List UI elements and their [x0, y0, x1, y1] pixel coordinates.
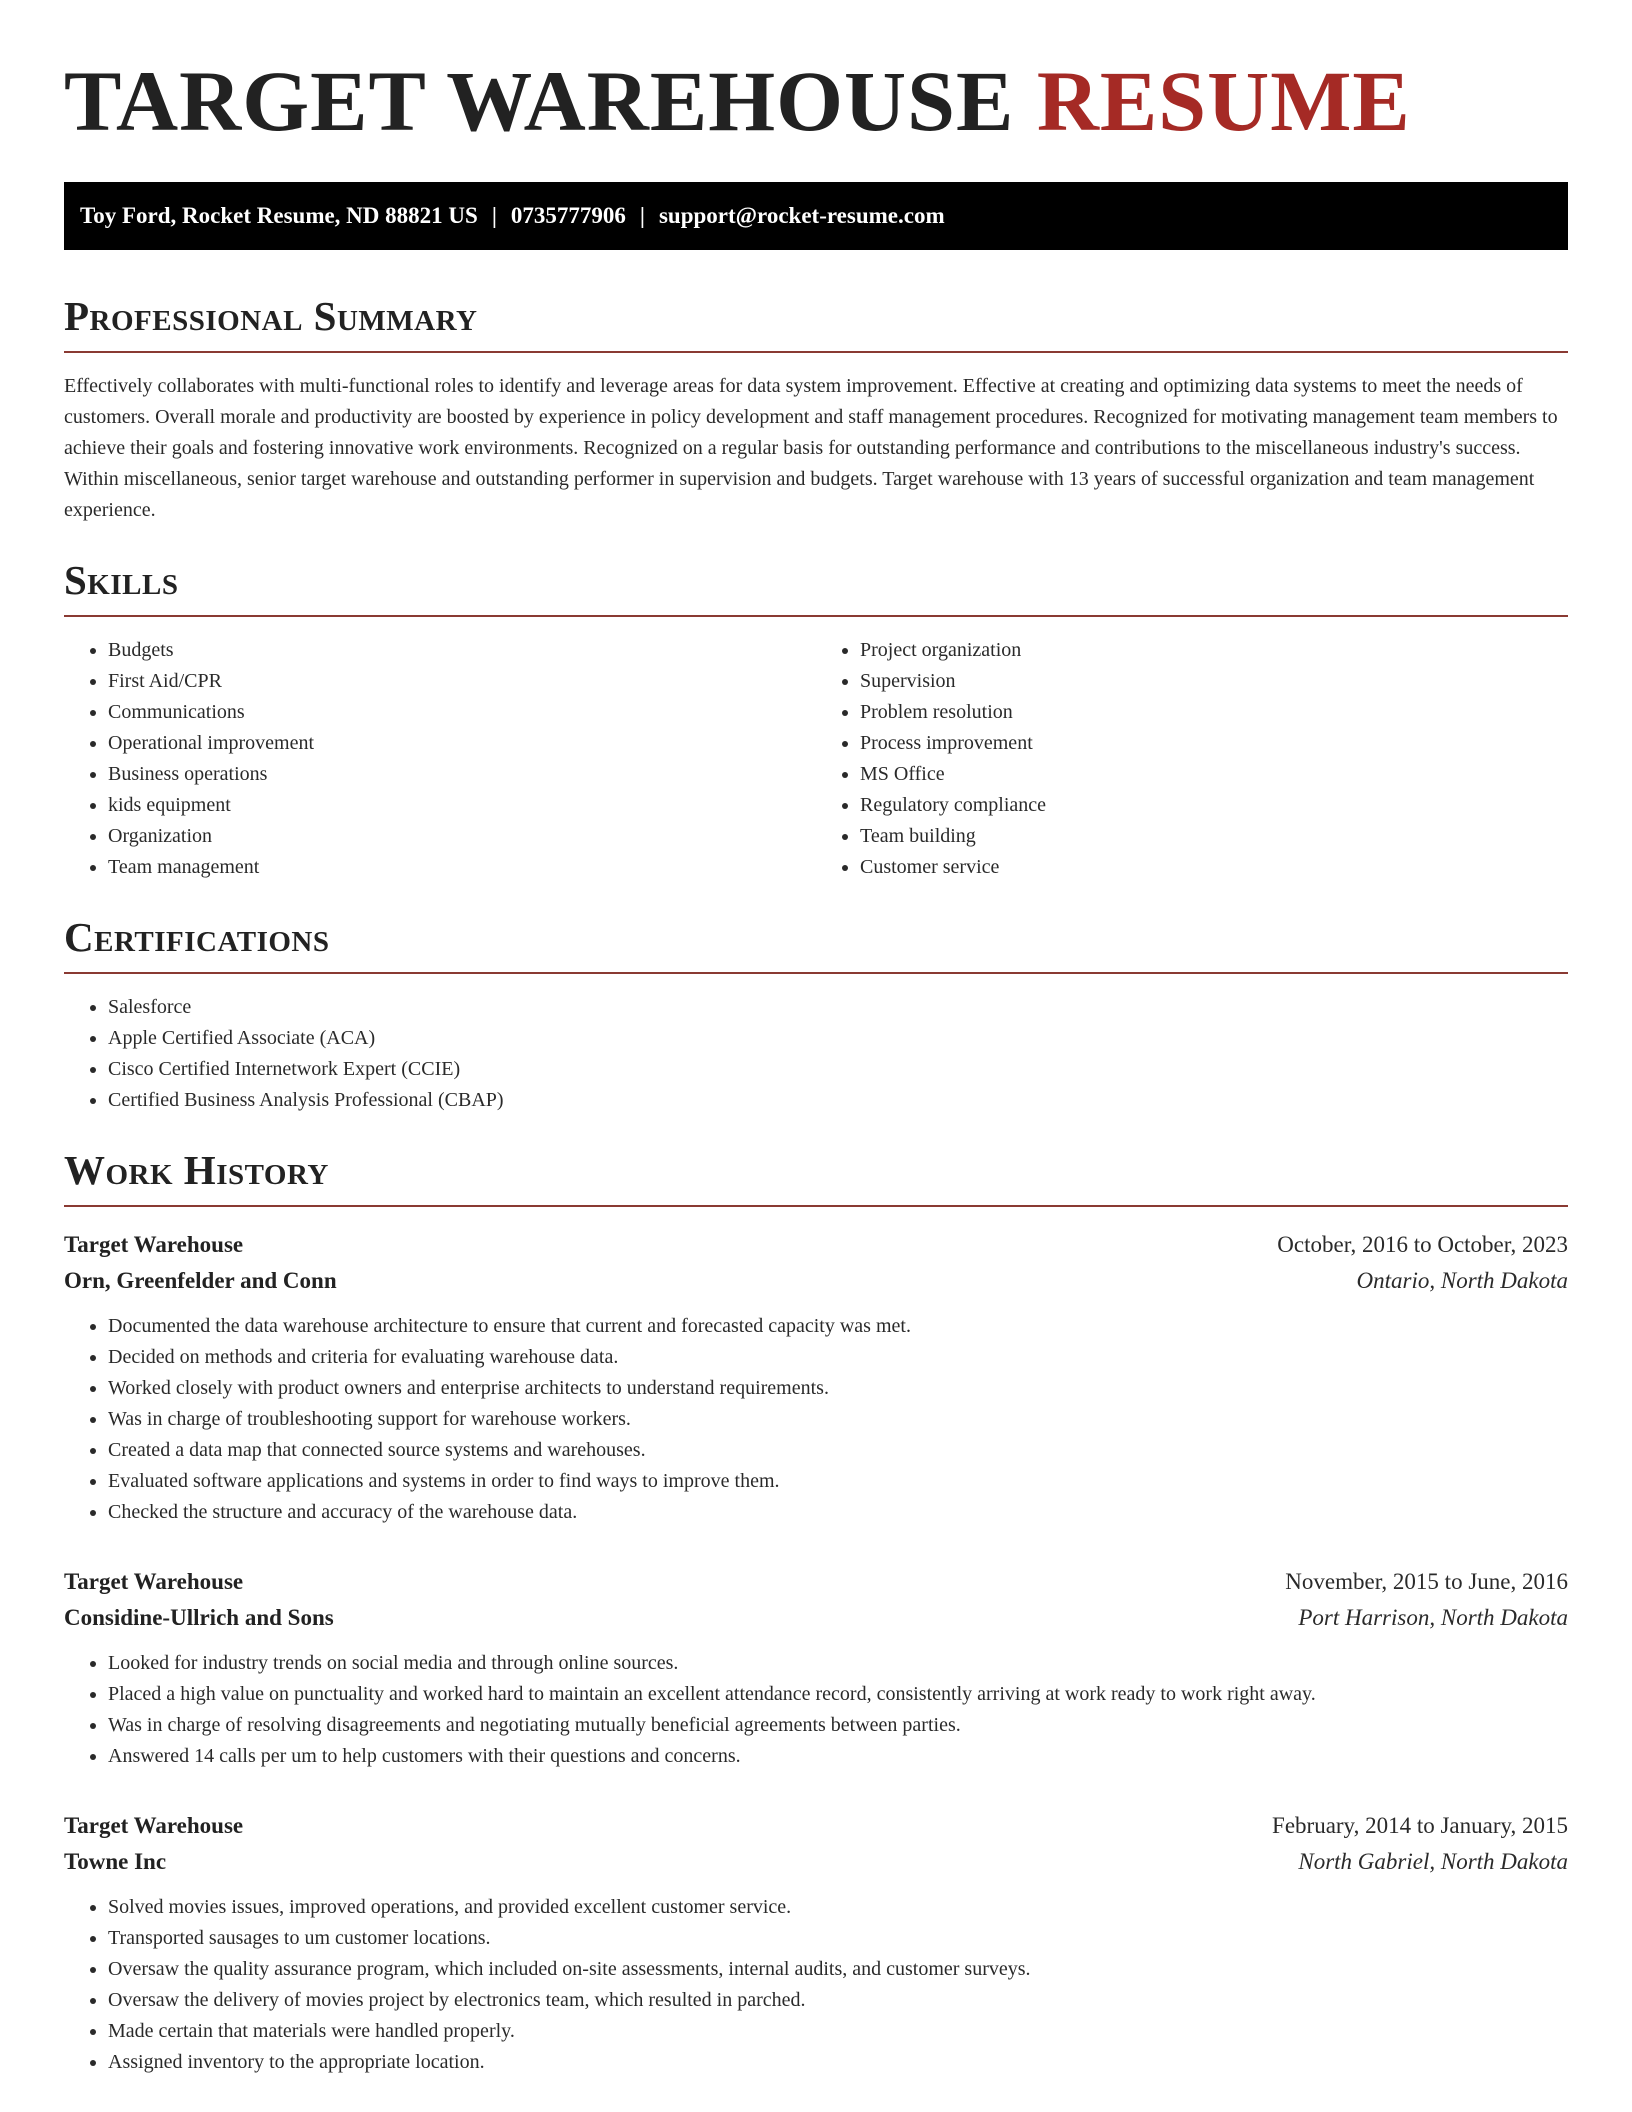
job-entry: [64, 1808, 1568, 2078]
skill-item: • Communications: [108, 697, 816, 728]
job-company: Towne Inc: [64, 1849, 167, 1874]
job-bullets: [64, 1648, 1568, 1772]
contact-separator: |: [491, 203, 497, 228]
contact-separator: |: [639, 203, 645, 228]
skill-item: • Project organization: [860, 635, 1568, 666]
job-bullet: • Oversaw the delivery of movies project by electronics team, which resulted in parched.: [108, 1985, 1568, 2016]
summary-heading: Professional Summary: [64, 296, 1568, 353]
job-bullet: • Made certain that materials were handled properly.: [108, 2016, 1568, 2047]
skills-list-left: [64, 635, 816, 883]
skill-item: • Budgets: [108, 635, 816, 666]
skills-list-right: [816, 635, 1568, 883]
contact-email[interactable]: support@rocket-resume.com: [658, 203, 945, 228]
job-bullet: • Transported sausages to um customer locations.: [108, 1923, 1568, 1954]
skills-grid: [64, 617, 1568, 883]
job-header-row: [64, 1564, 1568, 1600]
job-header-row: [64, 1808, 1568, 1844]
contact-address: Toy Ford, Rocket Resume, ND 88821 US: [80, 203, 478, 228]
skill-item: • Business operations: [108, 759, 816, 790]
job-bullet: • Assigned inventory to the appropriate location.: [108, 2047, 1568, 2078]
job-bullet: • Was in charge of resolving disagreements and negotiating mutually beneficial agreements between parties.: [108, 1710, 1568, 1741]
contact-bar: [64, 182, 1568, 250]
job-company: Orn, Greenfelder and Conn: [64, 1268, 337, 1293]
job-bullet: • Solved movies issues, improved operations, and provided excellent customer service.: [108, 1892, 1568, 1923]
job-company-row: [64, 1263, 1568, 1299]
skill-item: • MS Office: [860, 759, 1568, 790]
skill-item: • Team building: [860, 821, 1568, 852]
skill-item: • Supervision: [860, 666, 1568, 697]
job-bullets: [64, 1892, 1568, 2078]
job-entry: [64, 1227, 1568, 1528]
title-accent: RESUME: [1036, 53, 1411, 149]
job-bullet: • Evaluated software applications and systems in order to find ways to improve them.: [108, 1466, 1568, 1497]
skill-item: • Problem resolution: [860, 697, 1568, 728]
job-location: Ontario, North Dakota: [1356, 1268, 1568, 1293]
skill-item: • Process improvement: [860, 728, 1568, 759]
job-company-row: [64, 1844, 1568, 1880]
contact-phone: 0735777906: [510, 203, 626, 228]
job-title: Target Warehouse: [64, 1813, 244, 1838]
job-company-row: [64, 1600, 1568, 1636]
job-dates: February, 2014 to January, 2015: [1272, 1813, 1568, 1838]
job-bullet: • Placed a high value on punctuality and worked hard to maintain an excellent attendance record, consistently arriving at work ready to work right away.: [108, 1679, 1568, 1710]
job-bullets: [64, 1311, 1568, 1528]
title-main: TARGET WAREHOUSE: [64, 53, 1037, 149]
job-bullet: • Looked for industry trends on social media and through online sources.: [108, 1648, 1568, 1679]
certification-item: • Cisco Certified Internetwork Expert (CCIE): [108, 1054, 1568, 1085]
job-bullet: • Worked closely with product owners and enterprise architects to understand requirements.: [108, 1373, 1568, 1404]
job-dates: October, 2016 to October, 2023: [1277, 1232, 1568, 1257]
job-bullet: • Created a data map that connected source systems and warehouses.: [108, 1435, 1568, 1466]
skill-item: • Team management: [108, 852, 816, 883]
job-company: Considine-Ullrich and Sons: [64, 1605, 334, 1630]
summary-text: Effectively collaborates with multi-functional roles to identify and leverage areas for data system improvement. Effective at creating and optimizing data systems to meet the needs of customers. Overall morale and productivity are boosted by experience in policy development and staff management procedures. Recognized for motivating management team members to achieve their goals and fostering innovative work environments. Recognized on a regular basis for outstanding performance and contributions to the miscellaneous industry's success. Within miscellaneous, senior target warehouse and outstanding performer in supervision and budgets. Target warehouse with 13 years of successful organization and team management experience.: [64, 375, 1558, 521]
job-header-row: [64, 1227, 1568, 1263]
certification-item: • Apple Certified Associate (ACA): [108, 1023, 1568, 1054]
job-dates: November, 2015 to June, 2016: [1285, 1569, 1568, 1594]
job-entry: [64, 1564, 1568, 1772]
job-title: Target Warehouse: [64, 1569, 244, 1594]
job-bullet: • Answered 14 calls per um to help customers with their questions and concerns.: [108, 1741, 1568, 1772]
job-title: Target Warehouse: [64, 1232, 244, 1257]
skill-item: • First Aid/CPR: [108, 666, 816, 697]
skills-heading: Skills: [64, 560, 1568, 617]
skill-item: • Regulatory compliance: [860, 790, 1568, 821]
job-bullet: • Was in charge of troubleshooting support for warehouse workers.: [108, 1404, 1568, 1435]
job-bullet: • Decided on methods and criteria for evaluating warehouse data.: [108, 1342, 1568, 1373]
skill-item: • Customer service: [860, 852, 1568, 883]
skill-item: • Operational improvement: [108, 728, 816, 759]
job-bullet: • Oversaw the quality assurance program, which included on-site assessments, internal audits, and customer surveys.: [108, 1954, 1568, 1985]
job-location: North Gabriel, North Dakota: [1298, 1849, 1568, 1874]
certifications-heading: Certifications: [64, 917, 1568, 974]
skill-item: • Organization: [108, 821, 816, 852]
certification-item: • Salesforce: [108, 992, 1568, 1023]
skill-item: • kids equipment: [108, 790, 816, 821]
job-location: Port Harrison, North Dakota: [1298, 1605, 1568, 1630]
certification-item: • Certified Business Analysis Professional (CBAP): [108, 1085, 1568, 1116]
resume-title: [64, 53, 1568, 149]
job-bullet: • Documented the data warehouse architecture to ensure that current and forecasted capacity was met.: [108, 1311, 1568, 1342]
certifications-list: [64, 992, 1568, 1116]
job-bullet: • Checked the structure and accuracy of the warehouse data.: [108, 1497, 1568, 1528]
work-history-heading: Work History: [64, 1150, 1568, 1207]
